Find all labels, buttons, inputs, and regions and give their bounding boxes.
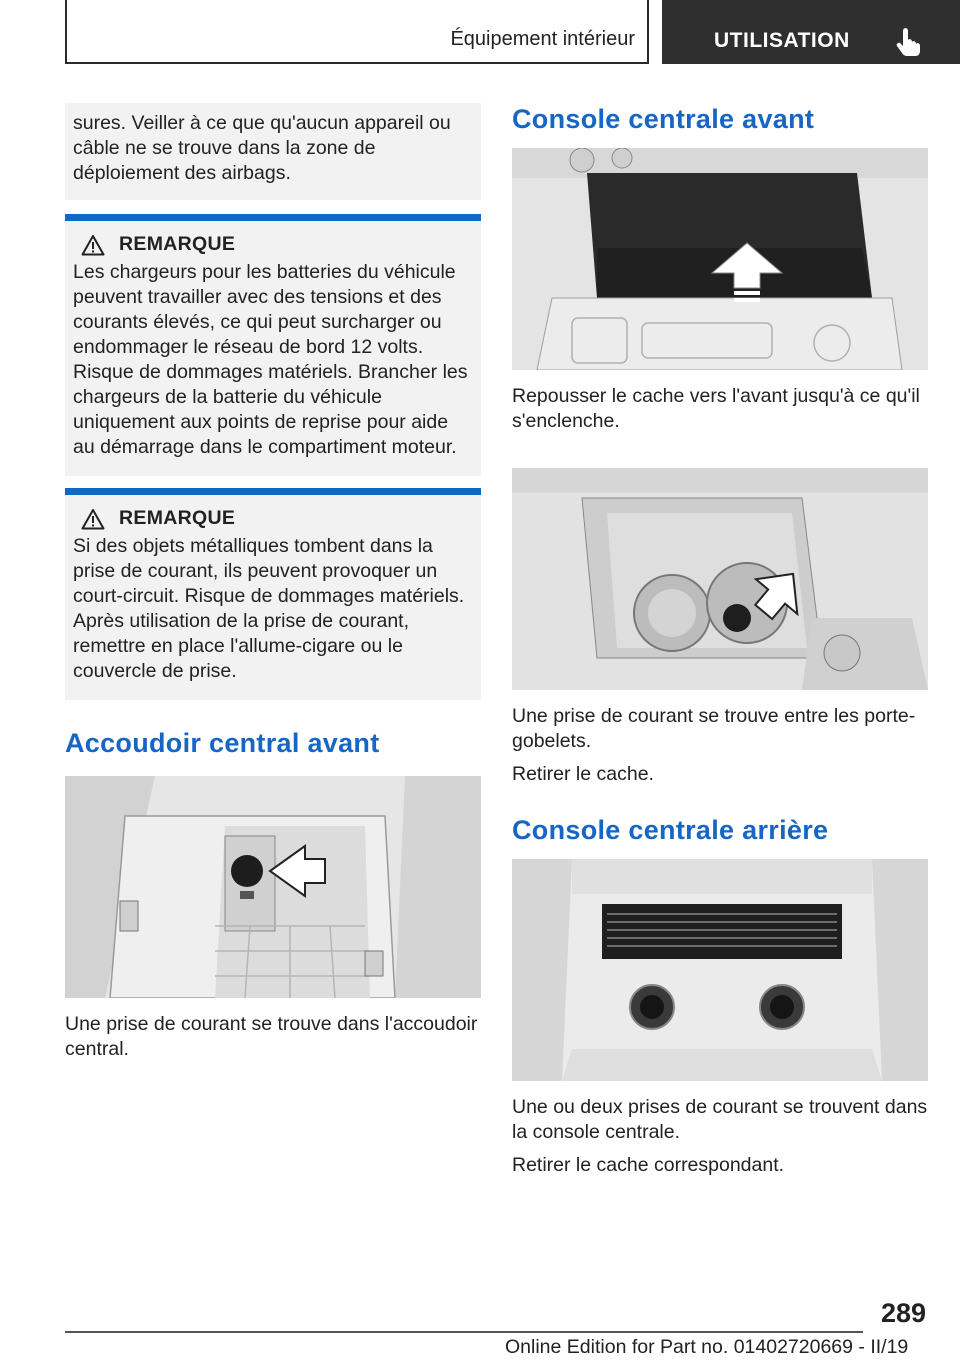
rear-console-photo [512, 859, 928, 1081]
pointing-hand-icon [896, 26, 926, 56]
notice-text: Si des objets métalliques tombent dans la prise de courant, ils peuvent provoquer un court-circuit. Risque de dommages matériels. Après utilisation de la prise de courant, remettre en place l'allume-cigare ou le couvercle de prise. [73, 535, 465, 682]
section-label: UTILISATION [714, 29, 850, 52]
intro-text: sures. Veiller à ce que qu'aucun appareil ou câble ne se trouve dans la zone de déploiement des airbags. [73, 112, 451, 184]
right-column [512, 103, 928, 1178]
armrest-caption: Une prise de courant se trouve dans l'accoudoir central. [65, 1013, 478, 1060]
edition-footer: Online Edition for Part no. 01402720669 - II/19 [505, 1336, 909, 1358]
section-heading-rear-console: Console centrale arrière [512, 815, 829, 845]
notice-title: REMARQUE [119, 507, 236, 529]
intro-box [65, 103, 481, 200]
section-heading-armrest: Accoudoir central avant [65, 728, 380, 758]
notice-title: REMARQUE [119, 233, 236, 255]
section-heading-front-console: Console centrale avant [512, 104, 815, 134]
front-console-step2: Une prise de courant se trouve entre les porte-gobelets. [512, 705, 916, 752]
front-console-step1: Repousser le cache vers l'avant jusqu'à ce qu'il s'enclenche. [512, 385, 920, 432]
section-tab [662, 0, 960, 64]
armrest-photo [65, 776, 481, 998]
page-number: 289 [880, 1298, 926, 1328]
running-header [65, 0, 649, 64]
warning-triangle-icon [81, 508, 105, 530]
footer-rule [65, 1331, 863, 1333]
notice-box-1 [65, 214, 481, 476]
warning-triangle-icon [81, 234, 105, 256]
notice-text: Les chargeurs pour les batteries du véhicule peuvent travailler avec des tensions et des courants élevés, ce qui peut surcharger ou endommager le réseau de bord 12 volts. Risque de dommages matériels. Brancher les chargeurs de la batterie du véhicule uniquement aux points de reprise pour aide au démarrage dans le compartiment moteur. [73, 261, 468, 458]
notice-box-2 [65, 488, 481, 700]
rear-console-step2: Retirer le cache correspondant. [512, 1154, 785, 1176]
front-console-photo [512, 148, 928, 370]
front-console-step3: Retirer le cache. [512, 763, 654, 785]
chapter-title: Équipement intérieur [450, 28, 635, 50]
left-column [65, 103, 481, 1062]
rear-console-step1: Une ou deux prises de courant se trouvent dans la console centrale. [512, 1096, 928, 1143]
cupholder-photo [512, 468, 928, 690]
